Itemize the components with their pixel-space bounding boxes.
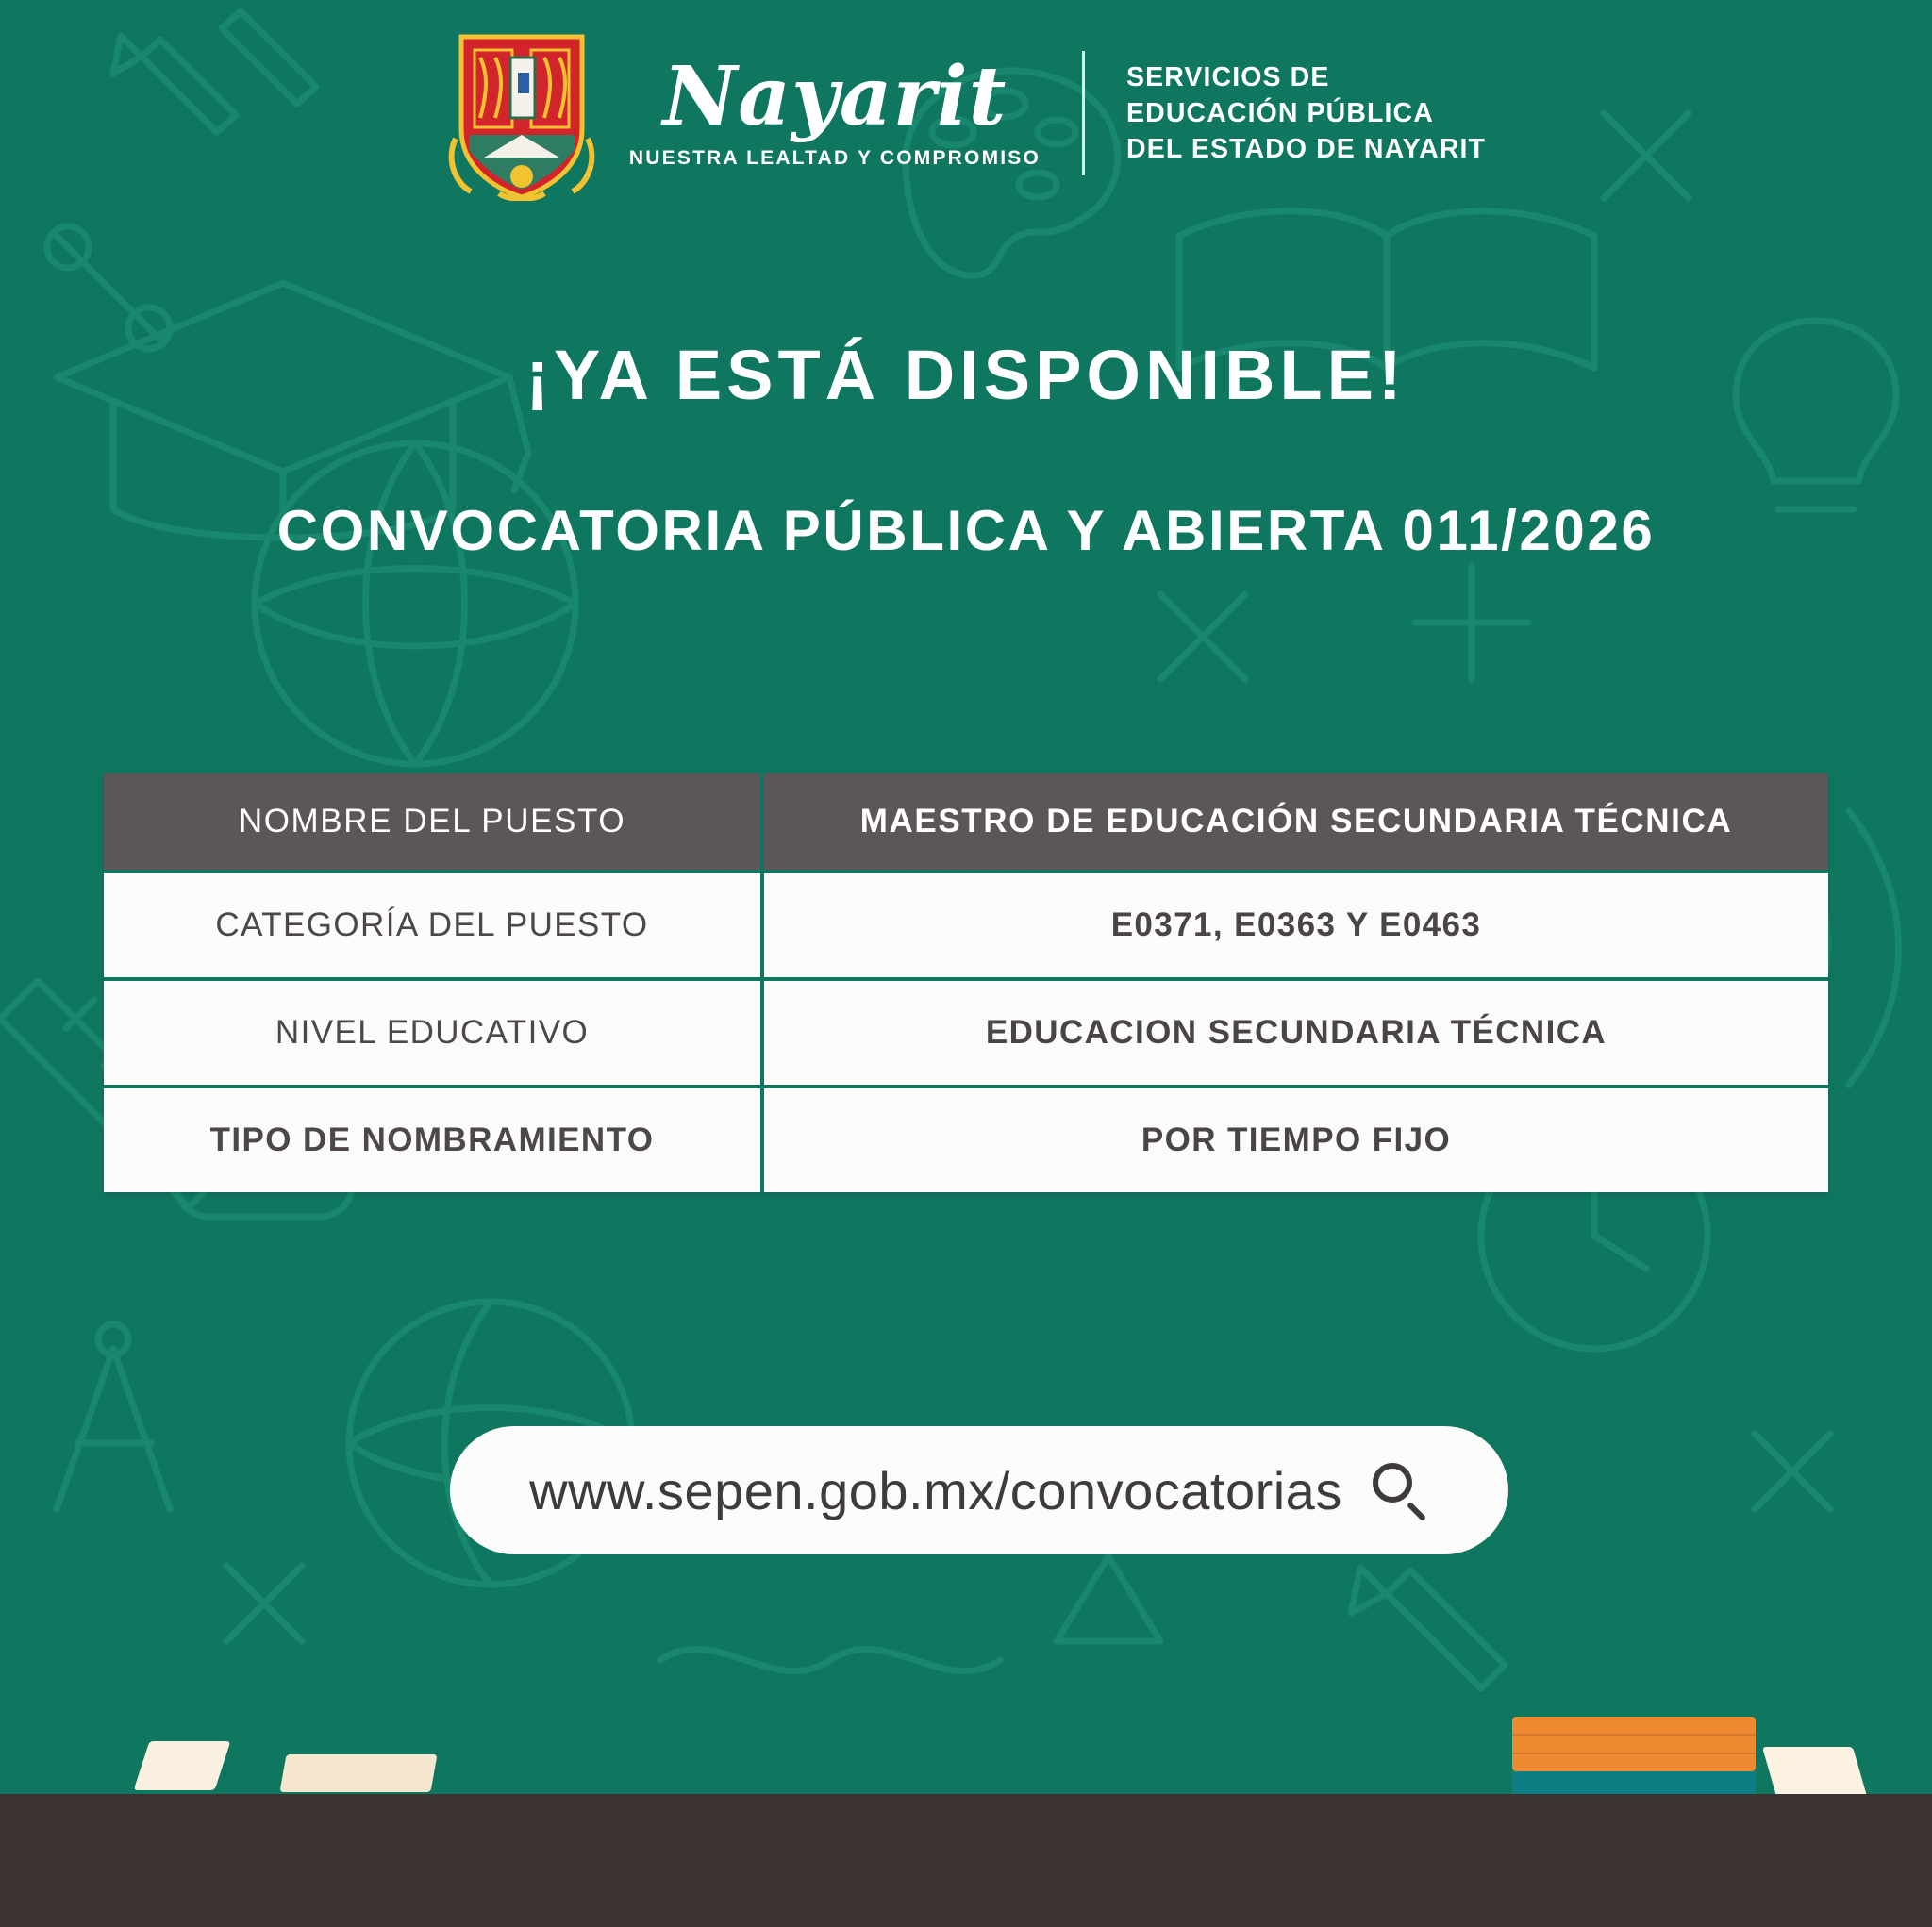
table-cell-value: POR TIEMPO FIJO bbox=[764, 1088, 1828, 1192]
table-row bbox=[104, 977, 1828, 1085]
table-row bbox=[104, 1085, 1828, 1192]
search-icon-handle bbox=[1407, 1502, 1426, 1521]
table-cell-label: TIPO DE NOMBRAMIENTO bbox=[104, 1088, 764, 1192]
chalk-ledge bbox=[0, 1794, 1932, 1927]
institution-line-2: EDUCACIÓN PÚBLICA bbox=[1126, 97, 1434, 128]
table-header-value: MAESTRO DE EDUCACIÓN SECUNDARIA TÉCNICA bbox=[764, 773, 1828, 870]
nayarit-tagline: NUESTRA LEALTAD Y COMPROMISO bbox=[628, 147, 1041, 169]
table-cell-label: CATEGORÍA DEL PUESTO bbox=[104, 873, 764, 977]
headline: ¡YA ESTÁ DISPONIBLE! bbox=[525, 336, 1407, 414]
table-row bbox=[104, 773, 1828, 870]
website-url-text: www.sepen.gob.mx/convocatorias bbox=[529, 1460, 1342, 1520]
table-header-label: NOMBRE DEL PUESTO bbox=[104, 773, 764, 870]
institution-line-1: SERVICIOS DE bbox=[1126, 61, 1330, 92]
brand-divider bbox=[1082, 51, 1085, 175]
eraser-stripe-2 bbox=[1512, 1753, 1756, 1754]
table-cell-value: EDUCACION SECUNDARIA TÉCNICA bbox=[764, 981, 1828, 1085]
chalk-piece bbox=[1762, 1747, 1868, 1800]
nayarit-wordmark bbox=[628, 49, 1041, 170]
table-cell-value: E0371, E0363 Y E0463 bbox=[764, 873, 1828, 977]
page-header bbox=[0, 28, 1932, 198]
table-cell-label: NIVEL EDUCATIVO bbox=[104, 981, 764, 1085]
institution-name bbox=[1126, 59, 1486, 168]
nayarit-script-text: Nayarit bbox=[662, 49, 1008, 144]
subheadline: CONVOCATORIA PÚBLICA Y ABIERTA 011/2026 bbox=[276, 499, 1656, 562]
eraser-stripe-1 bbox=[1512, 1734, 1756, 1736]
brand-lockup bbox=[629, 51, 1486, 175]
website-search-pill[interactable] bbox=[450, 1426, 1508, 1554]
search-icon-ring bbox=[1373, 1463, 1412, 1503]
table-row bbox=[104, 870, 1828, 977]
eraser-body bbox=[1512, 1717, 1756, 1771]
job-details-table bbox=[104, 773, 1828, 1192]
chalk-piece bbox=[279, 1754, 437, 1792]
chalk-piece bbox=[134, 1741, 231, 1790]
institution-line-3: DEL ESTADO DE NAYARIT bbox=[1126, 134, 1487, 165]
nayarit-coat-of-arms bbox=[446, 25, 597, 201]
search-icon[interactable] bbox=[1371, 1461, 1429, 1520]
